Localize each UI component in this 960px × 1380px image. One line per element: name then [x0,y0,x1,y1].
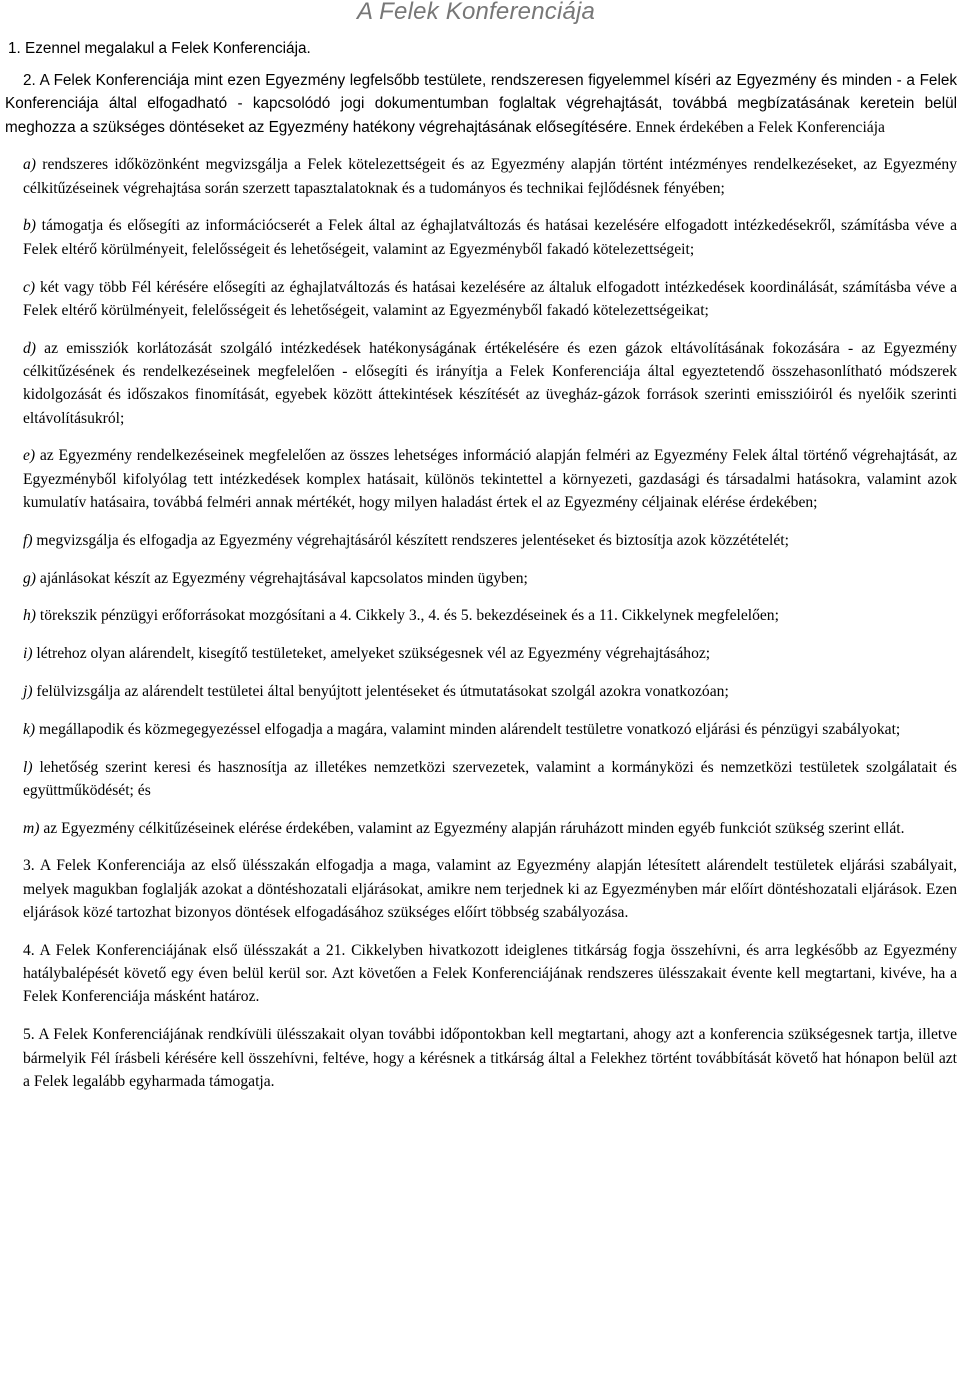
sub-item-text: megvizsgálja és elfogadja az Egyezmény végrehajtásáról készített rendszeres jelentéseket és biztosítja azok közzétételét; [32,531,789,549]
sub-item [5,337,957,430]
sub-item [5,817,957,840]
sub-item [5,214,957,261]
sub-item [5,604,957,627]
sub-item-text: ajánlásokat készít az Egyezmény végrehajtásával kapcsolatos minden ügyben; [36,569,528,587]
paragraph-3: 3. A Felek Konferenciája az első ülésszakán elfogadja a maga, valamint az Egyezmény alapján létesített alárendelt testületek eljárási szabályait, melyek magukban foglalják azokat a döntéshozatali eljárásokat, amikre nem terjednek ki az Egyezményben már előírt döntéshozatali eljárások. Ezen eljárások közé tartozhat bizonyos döntések elfogadásához szükséges előírt többség szabályozása. [23,857,957,922]
sub-item-text: felülvizsgálja az alárendelt testületei által benyújtott jelentéseket és útmutatásokat szolgál azokra vonatkozóan; [32,682,729,700]
sub-item-label: d) [23,339,36,357]
sub-item [5,680,957,703]
sub-item [5,642,957,665]
sub-item [5,756,957,803]
paragraph-2-block [5,69,957,1093]
sub-item-label: b) [23,217,36,235]
paragraph-5: 5. A Felek Konferenciájának rendkívüli ülésszakait olyan további időpontokban kell megtartani, ahogy azt a konferencia szükségesnek tartja, illetve bármelyik Fél írásbeli kérésére kell összehívni, feltéve, hogy a kérésnek a titkárság által a Felekhez történt továbbítását követő hat hónapon belül azt a Felek legalább egyharmada támogatja. [23,1026,957,1090]
sub-item-label: f) [23,531,33,549]
sub-item-text: két vagy több Fél kérésére elősegíti az éghajlatváltozás és hatásai kezelésére az általuk elfogadott intézkedések koordinálását, számításba véve a Felek eltérő körülményeit, felelősségeit és lehetőségeit, valamint az Egyezményből fakadó kötelezettségeikat; [23,278,957,319]
paragraph-2 [5,69,957,139]
sub-item [5,276,957,323]
sub-item-label: c) [23,278,36,296]
sub-item-text: lehetőség szerint keresi és hasznosítja az illetékes nemzetközi szervezetek, valamint a kormányközi és nemzetközi testületek szolgálatait és együttműködését; és [23,758,957,799]
section-title: A Felek Konferenciája [357,0,596,25]
sub-item-text: megállapodik és közmegegyezéssel elfogadja a magára, valamint minden alárendelt testületre vonatkozó eljárási és pénzügyi szabályokat; [35,720,901,738]
sub-item-label: j) [23,682,33,700]
sub-item-label: l) [23,758,33,776]
sub-item-text: rendszeres időközönként megvizsgálja a Felek kötelezettségeit és az Egyezmény alapján történt intézményes rendelkezéseket, az Egyezmény célkitűzéseinek végrehajtása során szerzett tapasztalatoknak és a tudományos és technikai fejlődésnek fényében; [23,156,957,197]
sub-item-label: a) [23,156,36,174]
sub-item-label: e) [23,447,36,465]
sub-item-text: az emissziók korlátozását szolgáló intézkedések hatékonyságának értékelésére és ezen gázok eltávolításának fokozására - az Egyezmény célkitűzésének és rendelkezéseinek megfelelően - elősegíti és irányítja a Felek Konferenciája által egyeztetendő összehasonlítható módszerek kidolgozását és időszakos finomítását, egyebek között áttekintések készítését az üvegház-gázok források szerinti emisszióiról és nyelőik szerinti eltávolításukról; [23,339,957,427]
sub-item-label: g) [23,569,36,587]
sub-item-label: h) [23,607,36,625]
sub-item [5,718,957,741]
sub-item-label: i) [23,645,33,663]
sub-item [5,567,957,590]
paragraph-2-lead-in: Ennek érdekében a Felek Konferenciája [631,118,885,136]
sub-item-text: az Egyezmény célkitűzéseinek elérése érdekében, valamint az Egyezmény alapján ráruházott minden egyéb funkciót szükség szerint ellát. [39,819,905,837]
sub-item-text: az Egyezmény rendelkezéseinek megfelelően az összes lehetséges információ alapján felméri az Egyezmény Felek által történő végrehajtását, az Egyezményből kifolyólag tett intézkedések komplex hatásait, különös tekintettel a környezeti, gazdasági és társadalmi hatásokra, valamint azok kumulatív hatásaira, továbbá felméri annak mértékét, hogy milyen haladást értek el az Egyezmény céljainak elérése érdekében; [23,447,957,511]
paragraph-4: 4. A Felek Konferenciájának első ülésszakát a 21. Cikkelyben hivatkozott ideiglenes titkárság fogja összehívni, és arra legkésőbb az Egyezmény hatálybalépését követő egy éven belül kerül sor. Azt követően a Felek Konferenciájának rendszeres ülésszakait évente kell megtartani, kivéve, ha a Felek Konferenciája másként határoz. [23,941,957,1006]
sub-item-text: törekszik pénzügyi erőforrásokat mozgósítani a 4. Cikkely 3., 4. és 5. bekezdéseinek és a 11. Cikkelynek megfelelően; [36,607,779,625]
paragraph-2-intro: 2. A Felek Konferenciája mint ezen Egyezmény legfelsőbb testülete, rendszeresen figyelemmel kíséri az Egyezmény és minden - a Felek Konferenciája által elfogadható - kapcsolódó jogi dokumentumban foglaltak végrehajtását, továbbá megbízatásának keretein belül meghozza a szükséges döntéseket az Egyezmény hatékony végrehajtásának elősegítésére. [5,72,957,136]
paragraph-1: 1. Ezennel megalakul a Felek Konferenciája. [8,40,311,57]
sub-item-text: támogatja és elősegíti az információcserét a Felek által az éghajlatváltozás és hatásai kezelésére elfogadott intézkedésekről, számításba véve a Felek eltérő körülményeit, felelősségeit és lehetőségeit, valamint az Egyezményből fakadó kötelezettségeit; [23,217,957,258]
sub-item [5,529,957,552]
sub-item-label: k) [23,720,36,738]
sub-item-list [5,153,957,840]
sub-item [5,153,957,200]
sub-item [5,444,957,514]
sub-item-label: m) [23,819,40,837]
sub-item-text: létrehoz olyan alárendelt, kisegítő testületeket, amelyeket szükségesnek vél az Egyezmény végrehajtásához; [32,645,711,663]
